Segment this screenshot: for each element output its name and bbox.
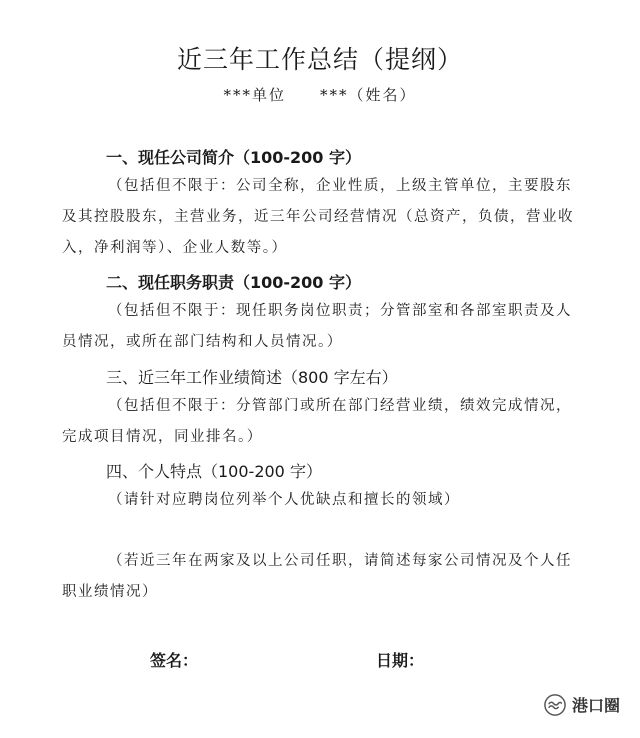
date-label: 日期： <box>376 651 425 670</box>
unit-label: ***单位 <box>223 86 286 104</box>
multi-company-note: （若近三年在两家及以上公司任职，请简述每家公司情况及个人任职业绩情况） <box>62 553 572 600</box>
watermark-text: 港口圈 <box>571 696 620 715</box>
section-body-company-profile: （包括但不限于：公司全称，企业性质，上级主管单位，主要股东及其控股股东，主营业务，近三年公司经营情况（总资产，负债，营业收入，净利润等）、企业人数等。） <box>62 178 574 256</box>
document-title: 近三年工作总结（提纲） <box>176 45 463 74</box>
name-label: ***（姓名） <box>320 86 417 104</box>
section-heading-company-profile: 一、现任公司简介（100-200 字） <box>106 148 362 167</box>
section-body-personal-traits: （请针对应聘岗位列举个人优缺点和擅长的领域） <box>108 492 460 508</box>
section-heading-duties: 二、现任职务职责（100-200 字） <box>106 273 362 292</box>
section-body-duties: （包括但不限于：现任职务岗位职责；分管部室和各部室职责及人员情况，或所在部门结构和人员情况。） <box>62 303 572 350</box>
section-heading-personal-traits: 四、个人特点（100-200 字） <box>106 462 322 481</box>
section-heading-performance: 三、近三年工作业绩简述（800 字左右） <box>106 368 398 387</box>
section-body-performance: （包括但不限于：分管部门或所在部门经营业绩，绩效完成情况，完成项目情况，同业排名。） <box>62 398 572 445</box>
watermark <box>544 693 620 716</box>
document-subtitle <box>0 84 640 105</box>
wechat-channel-icon <box>544 694 566 716</box>
signature-label: 签名： <box>150 651 199 670</box>
